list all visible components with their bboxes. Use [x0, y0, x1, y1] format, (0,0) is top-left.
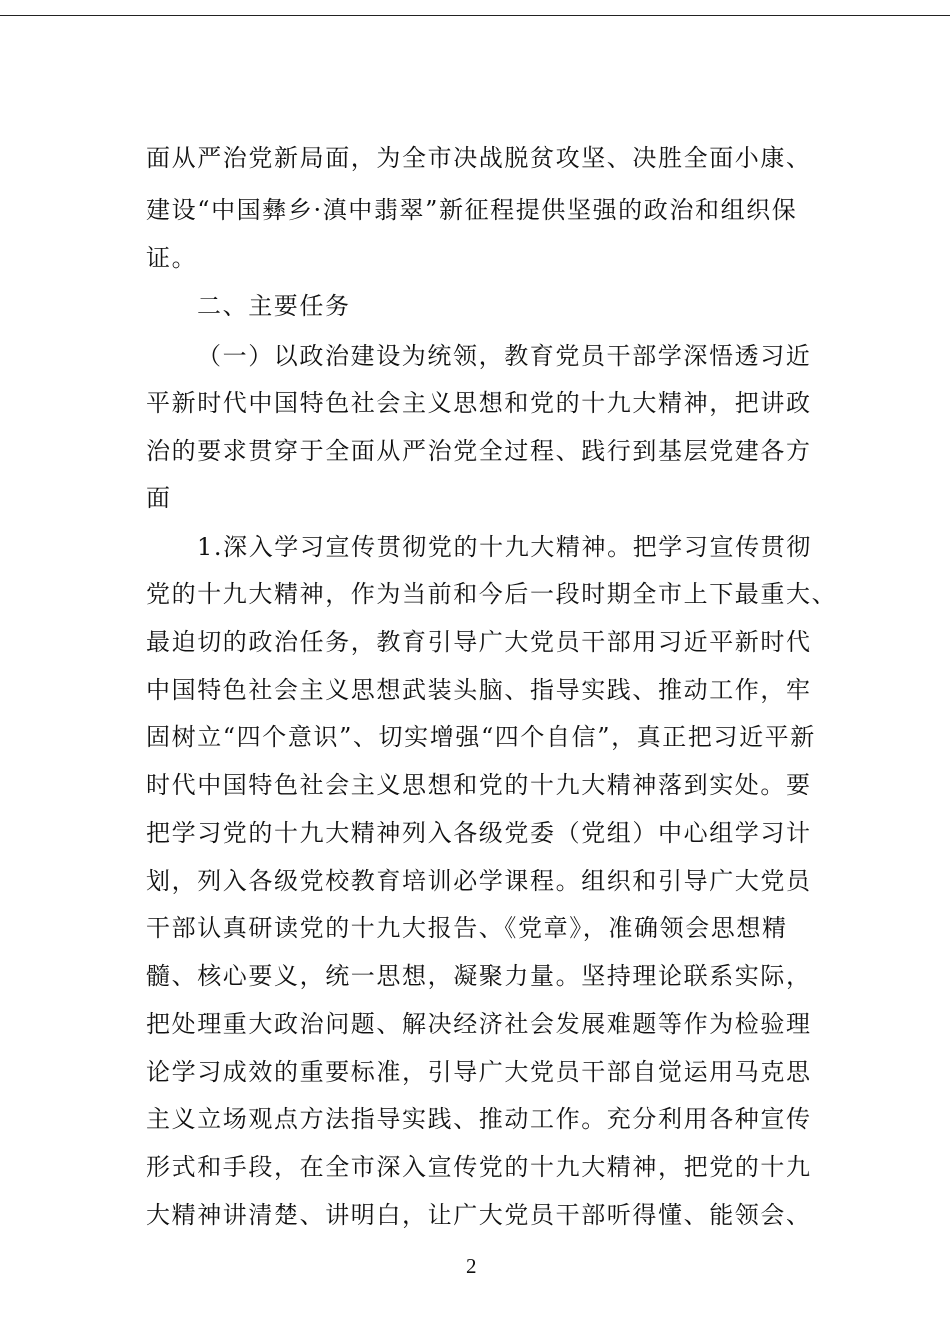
body-line: 证。	[146, 244, 198, 272]
body-line: 论学习成效的重要标准，引导广大党员干部自觉运用马克思	[146, 1058, 812, 1086]
subsection-heading: （一）以政治建设为统领，教育党员干部学深悟透习近	[197, 342, 812, 370]
body-line: 大精神讲清楚、讲明白，让广大党员干部听得懂、能领会、	[146, 1201, 812, 1229]
item-heading: 1.深入学习宣传贯彻党的十九大精神。把学习宣传贯彻	[197, 533, 812, 561]
body-line: 划，列入各级党校教育培训必学课程。组织和引导广大党员	[146, 867, 812, 895]
subsection-heading-cont: 治的要求贯穿于全面从严治党全过程、践行到基层党建各方	[146, 437, 812, 465]
body-line: 面从严治党新局面，为全市决战脱贫攻坚、决胜全面小康、	[146, 144, 812, 172]
subsection-heading-cont: 平新时代中国特色社会主义思想和党的十九大精神，把讲政	[146, 389, 812, 417]
body-line: 中国特色社会主义思想武装头脑、指导实践、推动工作，牢	[146, 676, 812, 704]
body-line: 把学习党的十九大精神列入各级党委（党组）中心组学习计	[146, 819, 812, 847]
body-line: 把处理重大政治问题、解决经济社会发展难题等作为检验理	[146, 1010, 812, 1038]
body-line: 时代中国特色社会主义思想和党的十九大精神落到实处。要	[146, 771, 812, 799]
subsection-heading-cont: 面	[146, 484, 172, 512]
body-line: 主义立场观点方法指导实践、推动工作。充分利用各种宣传	[146, 1105, 812, 1133]
body-line: 建设“中国彝乡·滇中翡翠”新征程提供坚强的政治和组织保	[146, 196, 798, 224]
body-line: 固树立“四个意识”、切实增强“四个自信”，真正把习近平新	[146, 723, 816, 751]
body-line: 最迫切的政治任务，教育引导广大党员干部用习近平新时代	[146, 628, 812, 656]
page-number: 2	[466, 1254, 477, 1278]
body-line: 形式和手段，在全市深入宣传党的十九大精神，把党的十九	[146, 1153, 812, 1181]
body-line: 髓、核心要义，统一思想，凝聚力量。坚持理论联系实际，	[146, 962, 812, 990]
body-line: 党的十九大精神，作为当前和今后一段时期全市上下最重大、	[146, 580, 838, 608]
body-line: 干部认真研读党的十九大报告、《党章》，准确领会思想精	[146, 914, 788, 942]
section-heading: 二、主要任务	[197, 292, 351, 320]
